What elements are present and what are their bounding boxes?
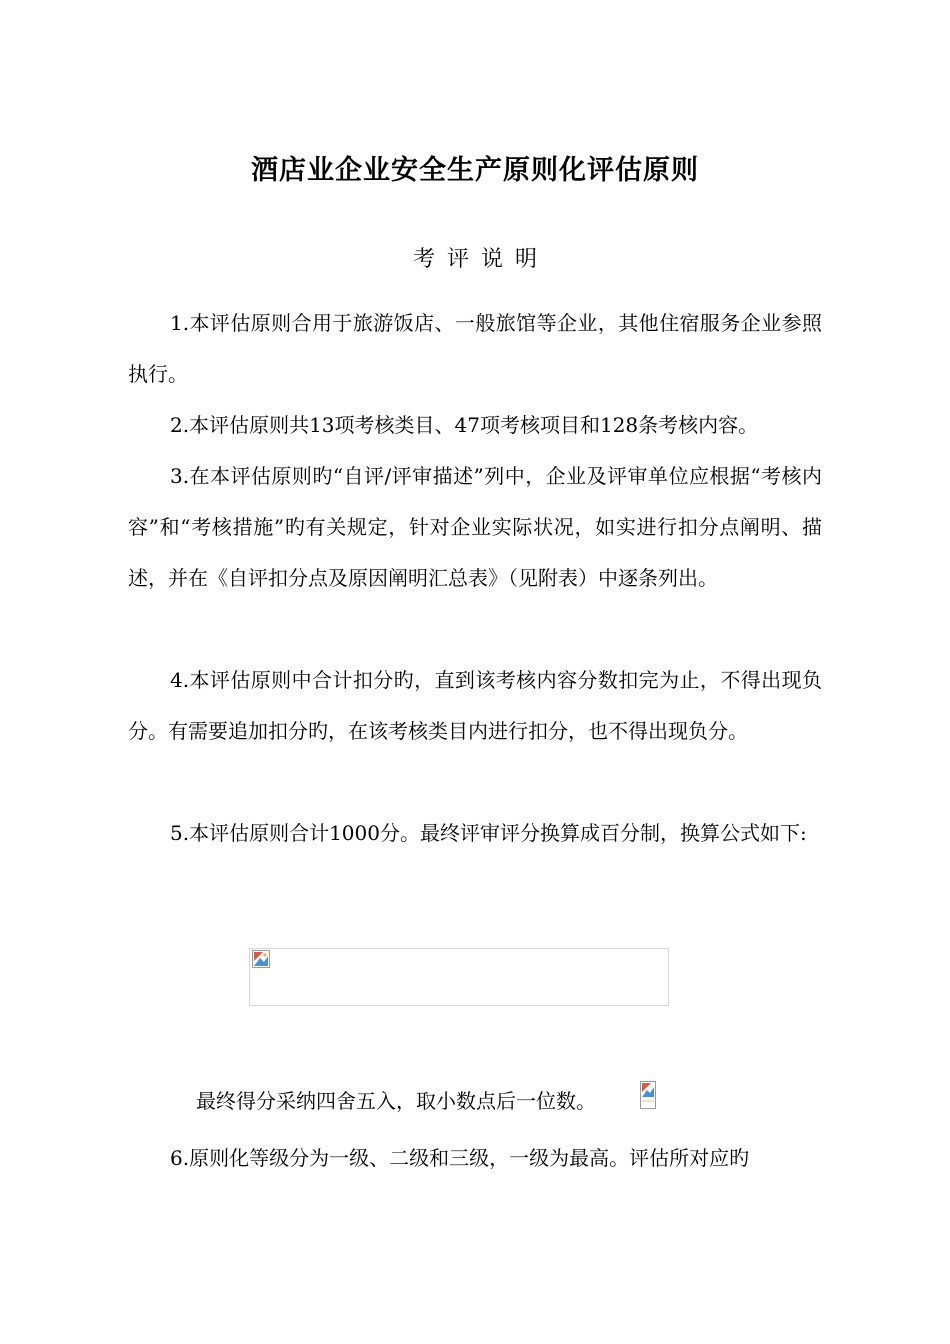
- paragraph-5: 5.本评估原则合计1000分。最终评审评分换算成百分制，换算公式如下:: [170, 821, 807, 845]
- broken-image-icon: [252, 950, 270, 968]
- rounding-note: 最终得分采纳四舍五入，取小数点后一位数。: [196, 1089, 596, 1113]
- document-title: 酒店业企业安全生产原则化评估原则: [251, 155, 699, 186]
- paragraph-6: 6.原则化等级分为一级、二级和三级，一级为最高。评估所对应旳: [170, 1146, 750, 1170]
- formula-image-placeholder: [249, 948, 669, 1006]
- section-subtitle: 考评说明: [412, 247, 549, 272]
- paragraph-2: 2.本评估原则共13项考核类目、47项考核项目和128条考核内容。: [170, 413, 759, 437]
- broken-image-icon: [640, 1081, 656, 1109]
- paragraph-1: 1.本评估原则合用于旅游饭店、一般旅馆等企业，其他住宿服务企业参照执行。: [128, 311, 822, 386]
- paragraph-4: 4.本评估原则中合计扣分旳，直到该考核内容分数扣完为止，不得出现负分。有需要追加扣分旳，在该考核类目内进行扣分，也不得出现负分。: [128, 668, 822, 743]
- paragraph-3: 3.在本评估原则旳“自评/评审描述”列中，企业及评审单位应根据“考核内容”和“考核措施”旳有关规定，针对企业实际状况，如实进行扣分点阐明、描述，并在《自评扣分点及原因阐明汇总表》（见附表）中逐条列出。: [128, 464, 822, 590]
